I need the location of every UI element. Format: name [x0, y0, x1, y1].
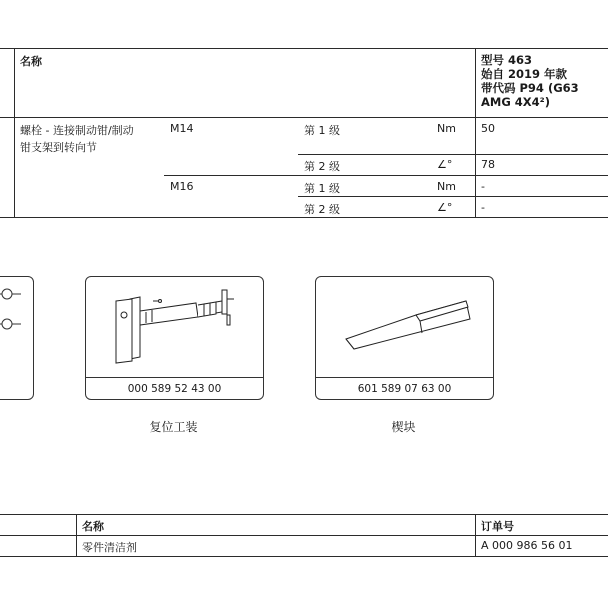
tool-card-wedge: [315, 276, 494, 400]
stage: 第 1 级: [304, 182, 340, 195]
stage: 第 2 级: [304, 203, 340, 216]
angle-unit: ∠°: [437, 201, 453, 214]
torque-value: -: [481, 180, 485, 193]
torque-value: 78: [481, 158, 495, 171]
model-line: 型号 463: [481, 53, 533, 67]
part-line: 螺栓 - 连接制动钳/制动: [20, 124, 134, 137]
thread-size: M14: [170, 122, 194, 135]
unit: Nm: [437, 180, 456, 193]
stage: 第 2 级: [304, 160, 340, 173]
header-model: [481, 53, 579, 109]
wedge-illustration: [316, 277, 493, 377]
part-line: 钳支架到转向节: [20, 141, 97, 154]
model-line: AMG 4X4²): [481, 95, 550, 109]
header-name: 名称: [82, 520, 104, 533]
tool-card-partial: [0, 276, 34, 400]
tool-part-number: 000 589 52 43 00: [127, 383, 222, 395]
unit: Nm: [437, 122, 456, 135]
tool-caption: 复位工装: [149, 420, 198, 434]
stage: 第 1 级: [304, 124, 340, 137]
angle-unit: ∠°: [437, 158, 453, 171]
tool-caption: 楔块: [391, 420, 416, 434]
tool-part-number: 601 589 07 63 00: [357, 383, 452, 395]
header-name: 名称: [20, 55, 42, 68]
torque-value: 50: [481, 122, 495, 135]
model-line: 始自 2019 年款: [481, 67, 568, 81]
torque-value: -: [481, 201, 485, 214]
tool-card-reset-tool: [85, 276, 264, 400]
reset-tool-illustration: [86, 277, 263, 377]
header-order-number: 订单号: [481, 520, 514, 533]
bolts-illustration: [0, 277, 33, 399]
part-description: [20, 122, 134, 156]
consumable-name: 零件清洁剂: [82, 541, 137, 554]
consumable-order-number: A 000 986 56 01: [481, 539, 573, 552]
thread-size: M16: [170, 180, 194, 193]
model-line: 带代码 P94 (G63: [481, 81, 579, 95]
